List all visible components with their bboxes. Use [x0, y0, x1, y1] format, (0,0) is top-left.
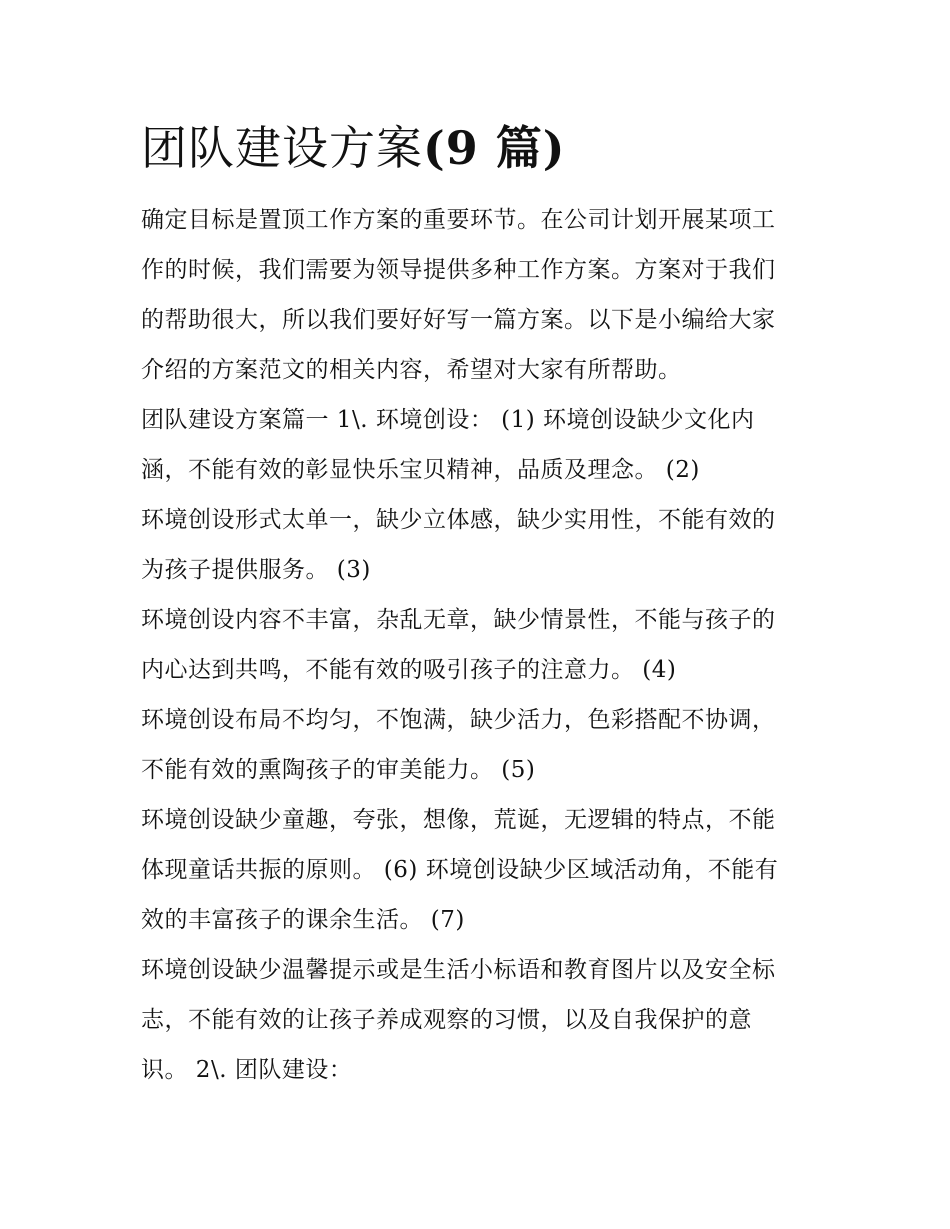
document-title-count: (9 篇) — [423, 121, 566, 175]
document-content — [141, 115, 813, 1095]
text-line: 涵，不能有效的彰显快乐宝贝精神，品质及理念。 (2) — [141, 457, 700, 483]
text-line: 内心达到共鸣，不能有效的吸引孩子的注意力。 (4) — [141, 657, 677, 683]
text-line: 作的时候，我们需要为领导提供多种工作方案。方案对于我们 — [141, 257, 776, 283]
text-line: 不能有效的熏陶孩子的审美能力。 (5) — [141, 757, 536, 783]
text-line: 环境创设缺少温馨提示或是生活小标语和教育图片以及安全标 — [141, 957, 776, 983]
text-line: 环境创设形式太单一，缺少立体感，缺少实用性，不能有效的 — [141, 507, 776, 533]
text-line: 效的丰富孩子的课余生活。 (7) — [141, 907, 465, 933]
text-line: 识。 2\. 团队建设： — [141, 1057, 353, 1083]
text-line: 环境创设缺少童趣，夸张，想像，荒诞，无逻辑的特点，不能 — [141, 807, 776, 833]
text-line: 志，不能有效的让孩子养成观察的习惯，以及自我保护的意 — [141, 1007, 752, 1033]
document-title — [141, 115, 813, 181]
document-title-main: 团队建设方案 — [141, 121, 423, 175]
text-line: 体现童话共振的原则。 (6) 环境创设缺少区域活动角，不能有 — [141, 857, 779, 883]
text-line: 团队建设方案篇一 1\. 环境创设： (1) 环境创设缺少文化内 — [141, 407, 755, 433]
text-line: 介绍的方案范文的相关内容，希望对大家有所帮助。 — [141, 357, 682, 383]
text-line: 的帮助很大，所以我们要好好写一篇方案。以下是小编给大家 — [141, 307, 776, 333]
text-line: 为孩子提供服务。 (3) — [141, 557, 371, 583]
document-body — [141, 195, 813, 1095]
text-line: 确定目标是置顶工作方案的重要环节。在公司计划开展某项工 — [141, 207, 776, 233]
text-line: 环境创设内容不丰富，杂乱无章，缺少情景性，不能与孩子的 — [141, 607, 776, 633]
text-line: 环境创设布局不均匀，不饱满，缺少活力，色彩搭配不协调， — [141, 707, 776, 733]
